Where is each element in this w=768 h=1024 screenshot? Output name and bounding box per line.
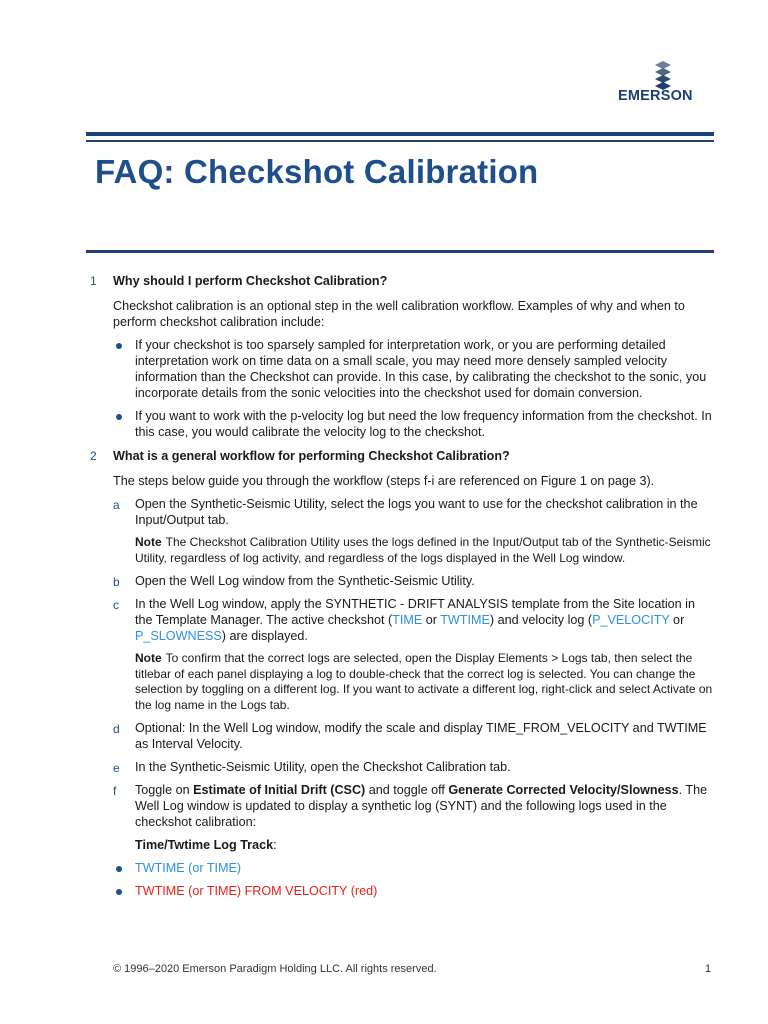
text-run: or	[422, 613, 441, 627]
step-letter: b	[113, 575, 120, 589]
question-2	[0, 447, 768, 465]
log-link-time[interactable]: TIME	[392, 613, 423, 627]
step-text	[135, 597, 695, 643]
track-item	[135, 883, 714, 899]
step-b	[113, 573, 714, 589]
question-1	[0, 272, 768, 290]
page-title: FAQ: Checkshot Calibration	[95, 153, 539, 190]
step-text: In the Synthetic-Seismic Utility, open the Checkshot Calibration tab.	[135, 760, 511, 774]
step-text: Optional: In the Well Log window, modify the scale and display TIME_FROM_VELOCITY and TWTIME as Interval Velocity.	[135, 721, 707, 751]
bullet-dot-icon	[116, 414, 122, 420]
header-rule-thin	[86, 140, 714, 142]
log-link-p-slowness[interactable]: P_SLOWNESS	[135, 629, 222, 643]
question-text: What is a general workflow for performing Checkshot Calibration?	[113, 449, 510, 463]
step-text: Open the Synthetic-Seismic Utility, select the logs you want to use for the checkshot calibration in the Input/Output tab.	[135, 497, 698, 527]
step-d	[113, 720, 714, 752]
bold-option-name: Generate Corrected Velocity/Slowness	[448, 783, 679, 797]
track-item-text: TWTIME (or TIME)	[135, 861, 242, 875]
log-link-twtime[interactable]: TWTIME	[440, 613, 490, 627]
question-number: 2	[90, 449, 97, 463]
emerson-logo	[612, 60, 712, 108]
bullet-dot-icon	[116, 889, 122, 895]
emerson-wordmark: EMERSON	[618, 88, 693, 104]
footer-copyright: © 1996–2020 Emerson Paradigm Holding LLC. All rights reserved.	[113, 963, 437, 975]
step-letter: d	[113, 722, 120, 736]
note-2	[135, 651, 714, 713]
bullet-item	[135, 337, 714, 401]
note-1	[135, 535, 714, 566]
paragraph: Checkshot calibration is an optional step in the well calibration workflow. Examples of why and when to perform checkshot calibration include:	[113, 299, 685, 329]
text-run: . The Well Log window is updated to display a synthetic log (SYNT) and the following logs used in the checkshot calibration:	[135, 783, 708, 829]
bullet-text: If your checkshot is too sparsely sampled for interpretation work, or you are performing detailed interpretation work on time data on a small scale, you may need more densely sampled velocity information than the Checkshot can provide. In this case, by calibrating the checkshot to the sonic, you incorporate details from the sonic velocities into the checkshot used for domain conversion.	[135, 338, 707, 400]
bullet-item	[135, 408, 714, 440]
text-run: or	[669, 613, 685, 627]
track-label-colon: :	[273, 838, 277, 852]
log-link-p-velocity[interactable]: P_VELOCITY	[592, 613, 670, 627]
step-e	[113, 759, 714, 775]
track-item-text: TWTIME (or TIME) FROM VELOCITY (red)	[135, 884, 378, 898]
step-letter: f	[113, 784, 117, 798]
text-run: In the Well Log window, apply the SYNTHETIC - DRIFT ANALYSIS template from the Site location in the Template Manager. The active checkshot (	[135, 597, 695, 627]
text-run: and toggle off	[365, 783, 449, 797]
step-letter: a	[113, 498, 120, 512]
question-text: Why should I perform Checkshot Calibration?	[113, 274, 388, 288]
text-run: ) are displayed.	[221, 629, 308, 643]
footer-page-number: 1	[705, 963, 712, 975]
paragraph: The steps below guide you through the workflow (steps f-i are referenced on Figure 1 on page 3).	[113, 474, 655, 488]
track-label	[135, 837, 768, 853]
faq-content	[0, 272, 768, 906]
title-rule	[86, 250, 714, 253]
bullet-dot-icon	[116, 866, 122, 872]
step-a	[113, 496, 714, 528]
note-text: The Checkshot Calibration Utility uses the logs defined in the Input/Output tab of the Synthetic-Seismic Utility, regardless of log activity, and regardless of the logs displayed in the Well Log window.	[135, 535, 711, 565]
bold-option-name: Estimate of Initial Drift (CSC)	[193, 783, 366, 797]
bullet-text: If you want to work with the p-velocity log but need the low frequency information from the checkshot. In this case, you would calibrate the velocity log to the checkshot.	[135, 409, 712, 439]
step-text: Open the Well Log window from the Synthetic-Seismic Utility.	[135, 574, 475, 588]
step-letter: c	[113, 598, 119, 612]
emerson-connection-mark-icon	[652, 60, 674, 90]
step-letter: e	[113, 761, 120, 775]
text-run: ) and velocity log (	[489, 613, 593, 627]
track-item	[135, 860, 714, 876]
question-number: 1	[90, 274, 97, 288]
header-rule-thick	[86, 132, 714, 136]
note-text: To confirm that the correct logs are selected, open the Display Elements > Logs tab, then select the titlebar of each panel displaying a log to double-check that the correct log is selected. You can change the selection by toggling on a different log. If you want to activate a different log, right-click and select Activate on the log name in the Logs tab.	[135, 651, 713, 712]
note-label: Note	[135, 535, 162, 549]
track-label-text: Time/Twtime Log Track	[135, 838, 274, 852]
bullet-dot-icon	[116, 343, 122, 349]
step-text	[135, 783, 707, 829]
note-label: Note	[135, 651, 162, 665]
text-run: Toggle on	[135, 783, 194, 797]
step-c	[113, 596, 714, 644]
step-f	[113, 782, 714, 830]
